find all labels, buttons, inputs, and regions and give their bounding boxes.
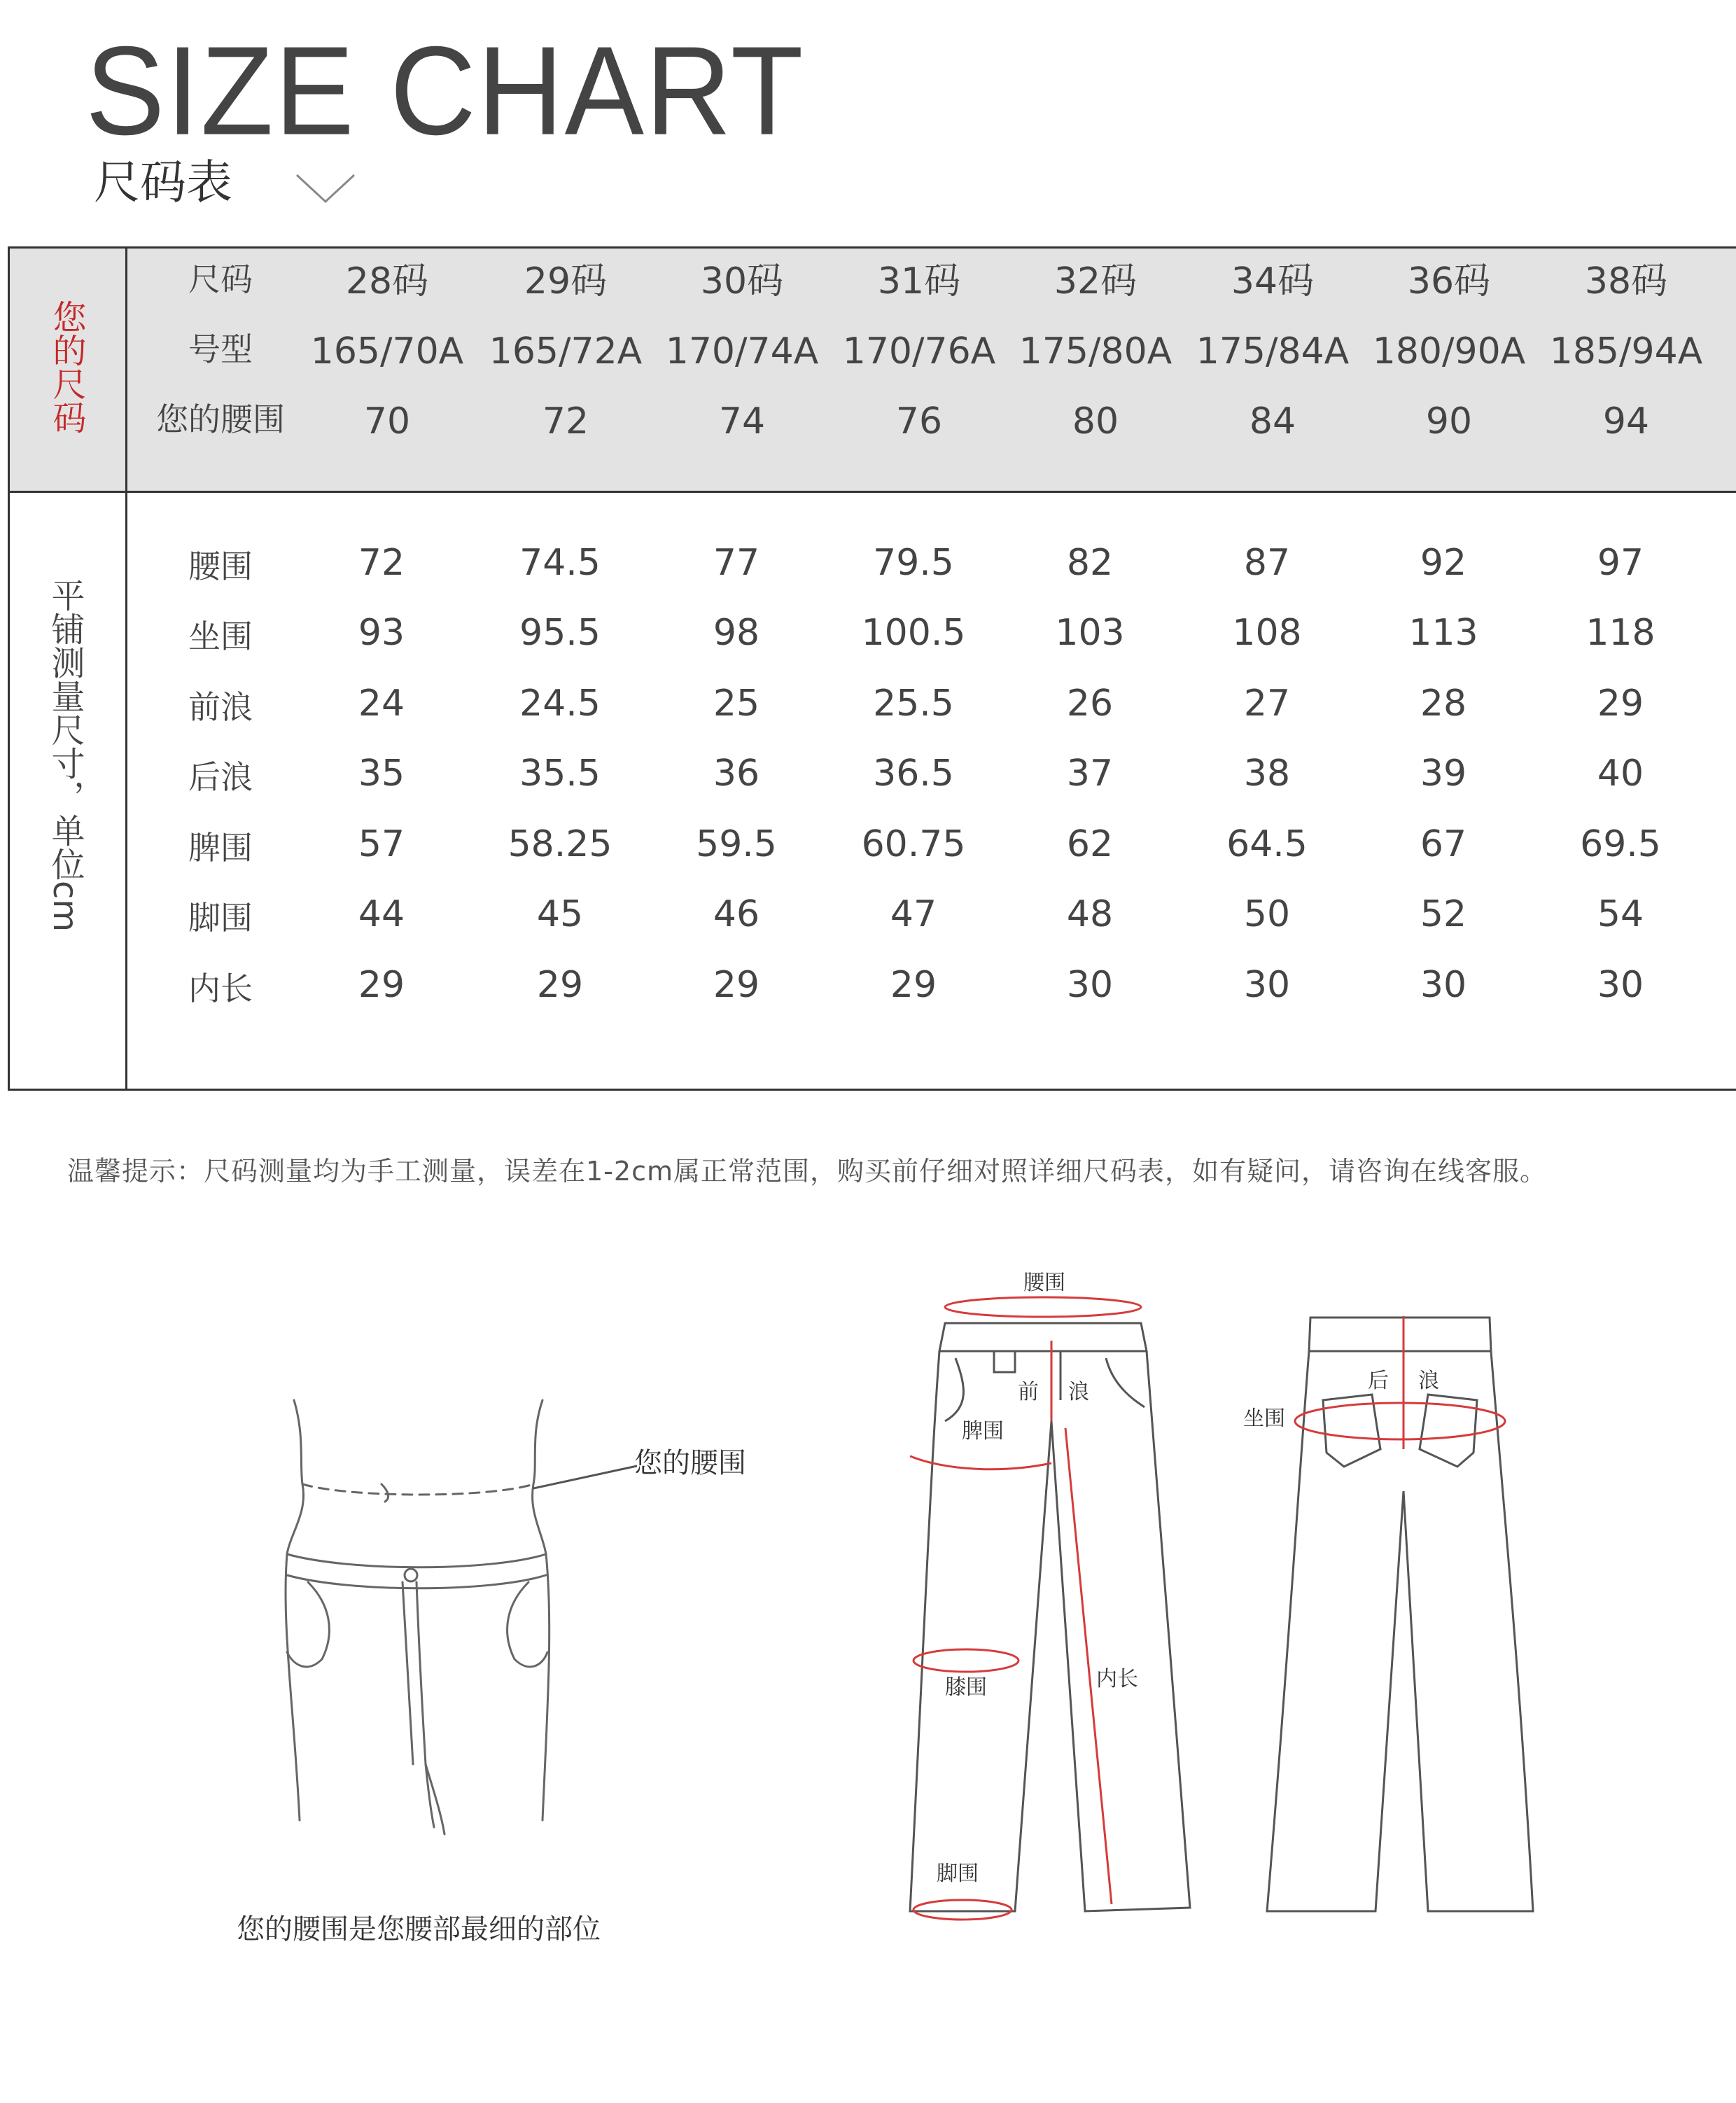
header-cell: 28码: [345, 260, 429, 302]
body-cell: 29: [713, 964, 760, 1006]
body-cell: 48: [1066, 893, 1114, 935]
body-cell: 29: [1597, 683, 1644, 725]
body-row-label: 前浪: [188, 688, 253, 726]
label-front-rise-a: 前: [1018, 1380, 1039, 1404]
header-cell: 165/72A: [489, 330, 643, 372]
body-cell: 30: [1243, 964, 1291, 1006]
body-row-label: 内长: [188, 970, 253, 1007]
body-cell: 24.5: [519, 683, 601, 725]
header-cell: 180/90A: [1372, 330, 1526, 372]
header-cell: 185/94A: [1549, 330, 1703, 372]
table-top-border: [8, 246, 1736, 249]
body-cell: 113: [1408, 612, 1478, 654]
body-cell: 72: [358, 542, 405, 584]
body-cell: 54: [1597, 893, 1644, 935]
body-cell: 46: [713, 893, 760, 935]
body-cell: 45: [536, 893, 584, 935]
body-cell: 40: [1597, 753, 1644, 795]
body-cell: 50: [1243, 893, 1291, 935]
label-hem: 脚围: [937, 1861, 979, 1886]
label-back-rise-b: 浪: [1418, 1369, 1439, 1393]
body-cell: 24: [358, 683, 405, 725]
body-row-label: 后浪: [188, 758, 253, 796]
header-cell: 175/84A: [1196, 330, 1350, 372]
body-cell: 77: [713, 542, 760, 584]
header-row-label: 号型: [188, 330, 253, 368]
body-cell: 59.5: [696, 823, 777, 865]
header-cell: 70: [363, 400, 411, 442]
body-cell: 25: [713, 683, 760, 725]
header-cell: 90: [1425, 400, 1473, 442]
body-cell: 26: [1066, 683, 1114, 725]
header-cell: 32码: [1054, 260, 1138, 302]
body-cell: 30: [1597, 964, 1644, 1006]
body-cell: 29: [890, 964, 937, 1006]
back-jeans-illustration: [1260, 1309, 1554, 1918]
table-bottom-border: [8, 1089, 1736, 1091]
header-cell: 84: [1249, 400, 1296, 442]
body-cell: 103: [1055, 612, 1125, 654]
body-cell: 27: [1243, 683, 1291, 725]
body-cell: 60.75: [861, 823, 966, 865]
header-cell: 165/70A: [310, 330, 464, 372]
header-divider: [8, 491, 1736, 493]
side-label-measurement-note: 平铺测量尺寸，单位cm: [46, 578, 85, 932]
header-cell: 34码: [1231, 260, 1315, 302]
header-cell: 36码: [1407, 260, 1491, 302]
body-cell: 29: [536, 964, 584, 1006]
body-cell: 79.5: [873, 542, 954, 584]
header-cell: 38码: [1584, 260, 1668, 302]
header-cell: 29码: [524, 260, 608, 302]
body-cell: 30: [1420, 964, 1467, 1006]
body-row-label: 脾围: [188, 829, 253, 867]
label-front-rise-b: 浪: [1068, 1380, 1089, 1404]
header-cell: 80: [1072, 400, 1119, 442]
body-cell: 44: [358, 893, 405, 935]
measurement-tip: 温馨提示：尺码测量均为手工测量，误差在1-2cm属正常范围，购买前仔细对照详细尺码表，如有疑问，请咨询在线客服。: [67, 1156, 1547, 1187]
body-cell: 87: [1243, 542, 1291, 584]
table-left-border: [8, 246, 10, 1091]
body-cell: 47: [890, 893, 937, 935]
body-cell: 118: [1586, 612, 1656, 654]
body-cell: 29: [358, 964, 405, 1006]
body-cell: 92: [1420, 542, 1467, 584]
label-thigh: 脾围: [962, 1419, 1004, 1444]
body-cell: 35: [358, 753, 405, 795]
waist-pointer-line: [532, 1452, 644, 1494]
body-cell: 36.5: [873, 753, 954, 795]
body-cell: 30: [1066, 964, 1114, 1006]
body-cell: 37: [1066, 753, 1114, 795]
body-cell: 74.5: [519, 542, 601, 584]
body-cell: 39: [1420, 753, 1467, 795]
label-column-divider: [125, 246, 127, 1091]
body-cell: 93: [358, 612, 405, 654]
body-cell: 95.5: [519, 612, 601, 654]
header-row-label: 尺码: [188, 260, 253, 298]
body-cell: 25.5: [873, 683, 954, 725]
body-cell: 82: [1066, 542, 1114, 584]
body-cell: 108: [1232, 612, 1302, 654]
header-cell: 175/80A: [1018, 330, 1172, 372]
size-table: [8, 246, 1736, 1091]
label-waist: 腰围: [1023, 1271, 1065, 1295]
body-cell: 100.5: [861, 612, 966, 654]
header-row-label: 您的腰围: [156, 400, 285, 438]
label-knee: 膝围: [945, 1675, 987, 1700]
body-row-label: 腰围: [188, 547, 253, 585]
header-cell: 76: [895, 400, 943, 442]
body-row-label: 坐围: [188, 617, 253, 655]
header-cell: 31码: [877, 260, 961, 302]
body-cell: 67: [1420, 823, 1467, 865]
header-cell: 94: [1602, 400, 1650, 442]
chevron-down-icon: [294, 171, 357, 206]
body-cell: 97: [1597, 542, 1644, 584]
waist-figure-caption: 您的腰围是您腰部最细的部位: [237, 1913, 601, 1945]
body-cell: 98: [713, 612, 760, 654]
body-cell: 58.25: [507, 823, 612, 865]
header-cell: 30码: [700, 260, 784, 302]
side-label-your-size: 您的尺码: [47, 300, 86, 434]
label-back-rise-a: 后: [1368, 1369, 1389, 1393]
label-hip: 坐围: [1243, 1406, 1285, 1431]
body-cell: 38: [1243, 753, 1291, 795]
header-cell: 170/76A: [842, 330, 996, 372]
body-cell: 52: [1420, 893, 1467, 935]
body-cell: 35.5: [519, 753, 601, 795]
body-cell: 36: [713, 753, 760, 795]
header-cell: 170/74A: [665, 330, 819, 372]
waist-pointer-label: 您的腰围: [634, 1447, 746, 1479]
body-cell: 62: [1066, 823, 1114, 865]
header-cell: 72: [542, 400, 589, 442]
label-inseam: 内长: [1096, 1667, 1138, 1691]
body-cell: 57: [358, 823, 405, 865]
page-subtitle: 尺码表: [94, 155, 232, 209]
page-title: SIZE CHART: [85, 20, 805, 162]
header-cell: 74: [718, 400, 766, 442]
body-cell: 64.5: [1226, 823, 1308, 865]
body-cell: 69.5: [1580, 823, 1661, 865]
front-jeans-illustration: [903, 1288, 1204, 1932]
body-row-label: 脚围: [188, 899, 253, 937]
body-cell: 28: [1420, 683, 1467, 725]
waist-figure-illustration: [266, 1372, 602, 1848]
